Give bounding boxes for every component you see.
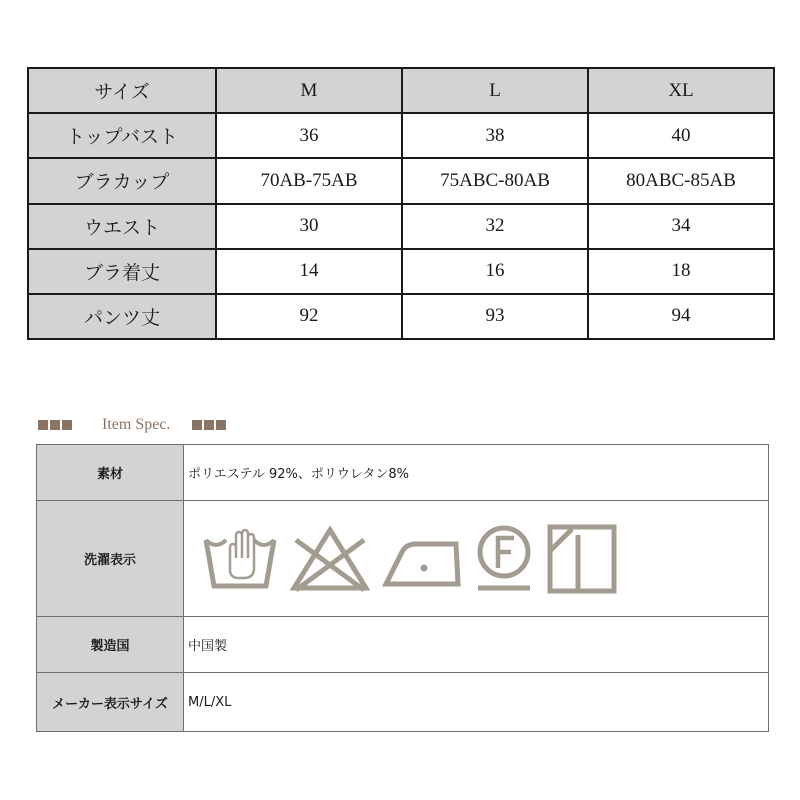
row-label-waist: ウエスト xyxy=(29,205,215,248)
size-header-m: M xyxy=(217,69,401,112)
hand-wash-icon xyxy=(202,524,278,594)
size-header-label: サイズ xyxy=(29,69,215,112)
decorative-squares-right xyxy=(192,420,226,430)
table-cell: 32 xyxy=(403,205,587,248)
size-header-l: L xyxy=(403,69,587,112)
row-label-bra-length: ブラ着丈 xyxy=(29,250,215,293)
size-header-xl: XL xyxy=(589,69,773,112)
table-cell: 75ABC-80AB xyxy=(403,159,587,202)
table-cell: 14 xyxy=(217,250,401,293)
table-cell: 30 xyxy=(217,205,401,248)
table-cell: 93 xyxy=(403,295,587,338)
table-cell: 18 xyxy=(589,250,773,293)
item-spec-heading xyxy=(38,414,226,436)
care-label: 洗濯表示 xyxy=(37,501,184,617)
table-cell: 38 xyxy=(403,114,587,157)
row-label-pants-length: パンツ丈 xyxy=(29,295,215,338)
table-cell: 70AB-75AB xyxy=(217,159,401,202)
care-icons xyxy=(184,501,768,617)
low-iron-icon xyxy=(382,524,462,594)
origin-value: 中国製 xyxy=(184,617,768,673)
table-cell: 80ABC-85AB xyxy=(589,159,773,202)
table-cell: 40 xyxy=(589,114,773,157)
table-cell: 36 xyxy=(217,114,401,157)
decorative-squares-left xyxy=(38,420,72,430)
size-table xyxy=(27,67,775,340)
item-spec-title: Item Spec. xyxy=(102,416,171,433)
table-cell: 34 xyxy=(589,205,773,248)
table-cell: 94 xyxy=(589,295,773,338)
maker-size-value: M/L/XL xyxy=(188,694,232,710)
row-label-top-bust: トップバスト xyxy=(29,114,215,157)
material-value: ポリエステル 92%、ポリウレタン8% xyxy=(184,445,768,501)
table-cell: 16 xyxy=(403,250,587,293)
no-bleach-icon xyxy=(290,524,370,594)
flat-dry-icon xyxy=(546,523,618,595)
dry-clean-f-icon xyxy=(474,522,534,596)
maker-size-label: メーカー表示サイズ xyxy=(37,673,184,731)
row-label-bra-cup: ブラカップ xyxy=(29,159,215,202)
table-cell: 92 xyxy=(217,295,401,338)
spec-table xyxy=(36,444,769,732)
material-label: 素材 xyxy=(37,445,184,501)
origin-label: 製造国 xyxy=(37,617,184,673)
